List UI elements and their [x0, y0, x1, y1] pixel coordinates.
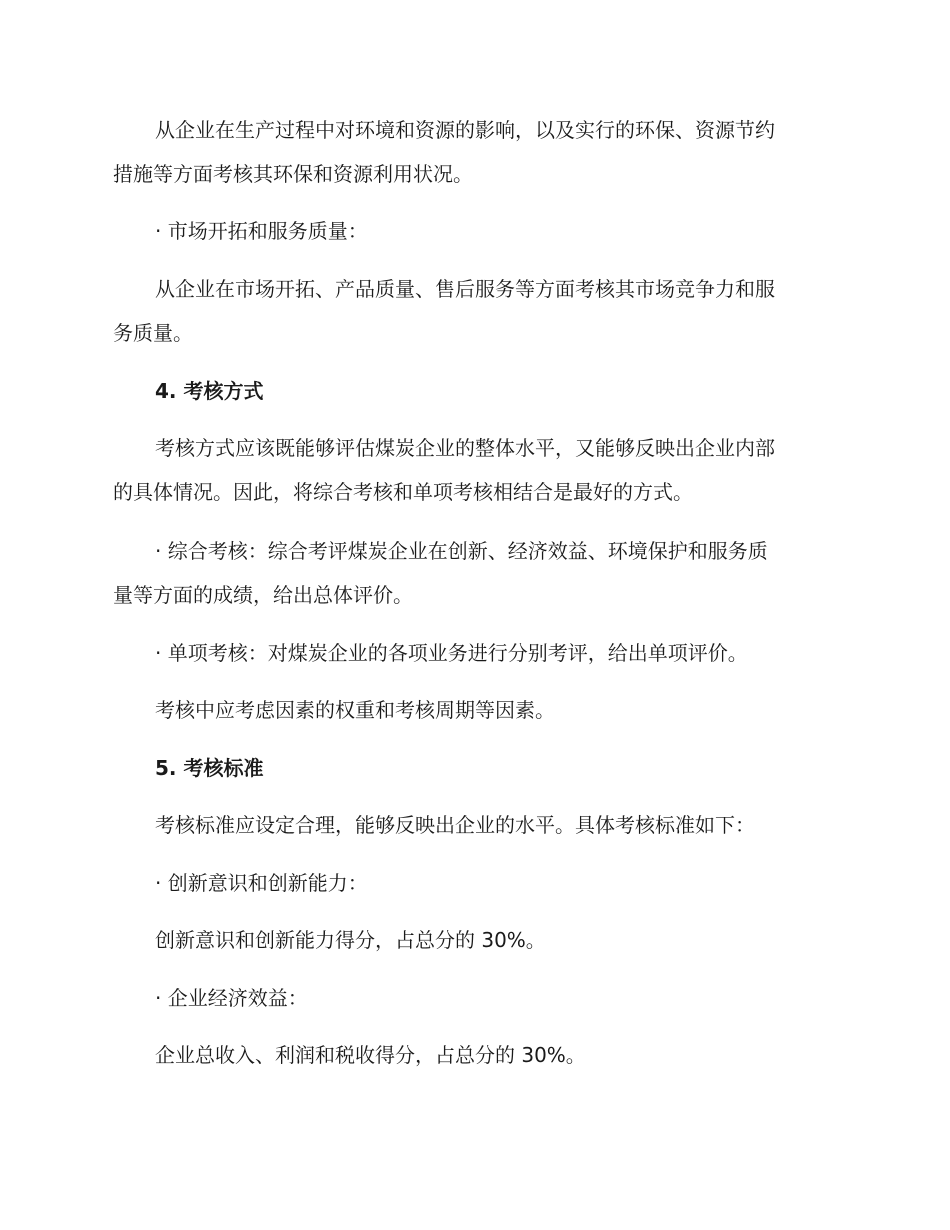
bullet-comprehensive-line-2: 量等方面的成绩，给出总体评价。 [113, 583, 413, 607]
section-heading-4: 4. 考核方式 [155, 379, 264, 403]
section-heading-5: 5. 考核标准 [155, 756, 264, 780]
paragraph-standard-intro: 考核标准应设定合理，能够反映出企业的水平。具体考核标准如下： [155, 813, 755, 837]
bullet-economic-heading: · 企业经济效益： [155, 986, 308, 1010]
bullet-single-item: · 单项考核：对煤炭企业的各项业务进行分别考评，给出单项评价。 [155, 641, 748, 665]
paragraph-market-line-1: 从企业在市场开拓、产品质量、售后服务等方面考核其市场竞争力和服 [155, 277, 775, 301]
paragraph-environment-line-2: 措施等方面考核其环保和资源利用状况。 [113, 162, 473, 186]
paragraph-method-line-1: 考核方式应该既能够评估煤炭企业的整体水平，又能够反映出企业内部 [155, 436, 775, 460]
paragraph-weight-note: 考核中应考虑因素的权重和考核周期等因素。 [155, 698, 555, 722]
sub-bullet-innovation-score: 创新意识和创新能力得分，占总分的 30%。 [155, 928, 546, 952]
bullet-comprehensive-line-1: · 综合考核：综合考评煤炭企业在创新、经济效益、环境保护和服务质 [155, 539, 768, 563]
paragraph-environment-line-1: 从企业在生产过程中对环境和资源的影响，以及实行的环保、资源节约 [155, 118, 775, 142]
paragraph-market-line-2: 务质量。 [113, 321, 193, 345]
bullet-innovation-heading: · 创新意识和创新能力： [155, 871, 368, 895]
paragraph-method-line-2: 的具体情况。因此，将综合考核和单项考核相结合是最好的方式。 [113, 480, 693, 504]
sub-bullet-economic-score: 企业总收入、利润和税收得分，占总分的 30%。 [155, 1043, 586, 1067]
bullet-market-heading: · 市场开拓和服务质量： [155, 219, 368, 243]
